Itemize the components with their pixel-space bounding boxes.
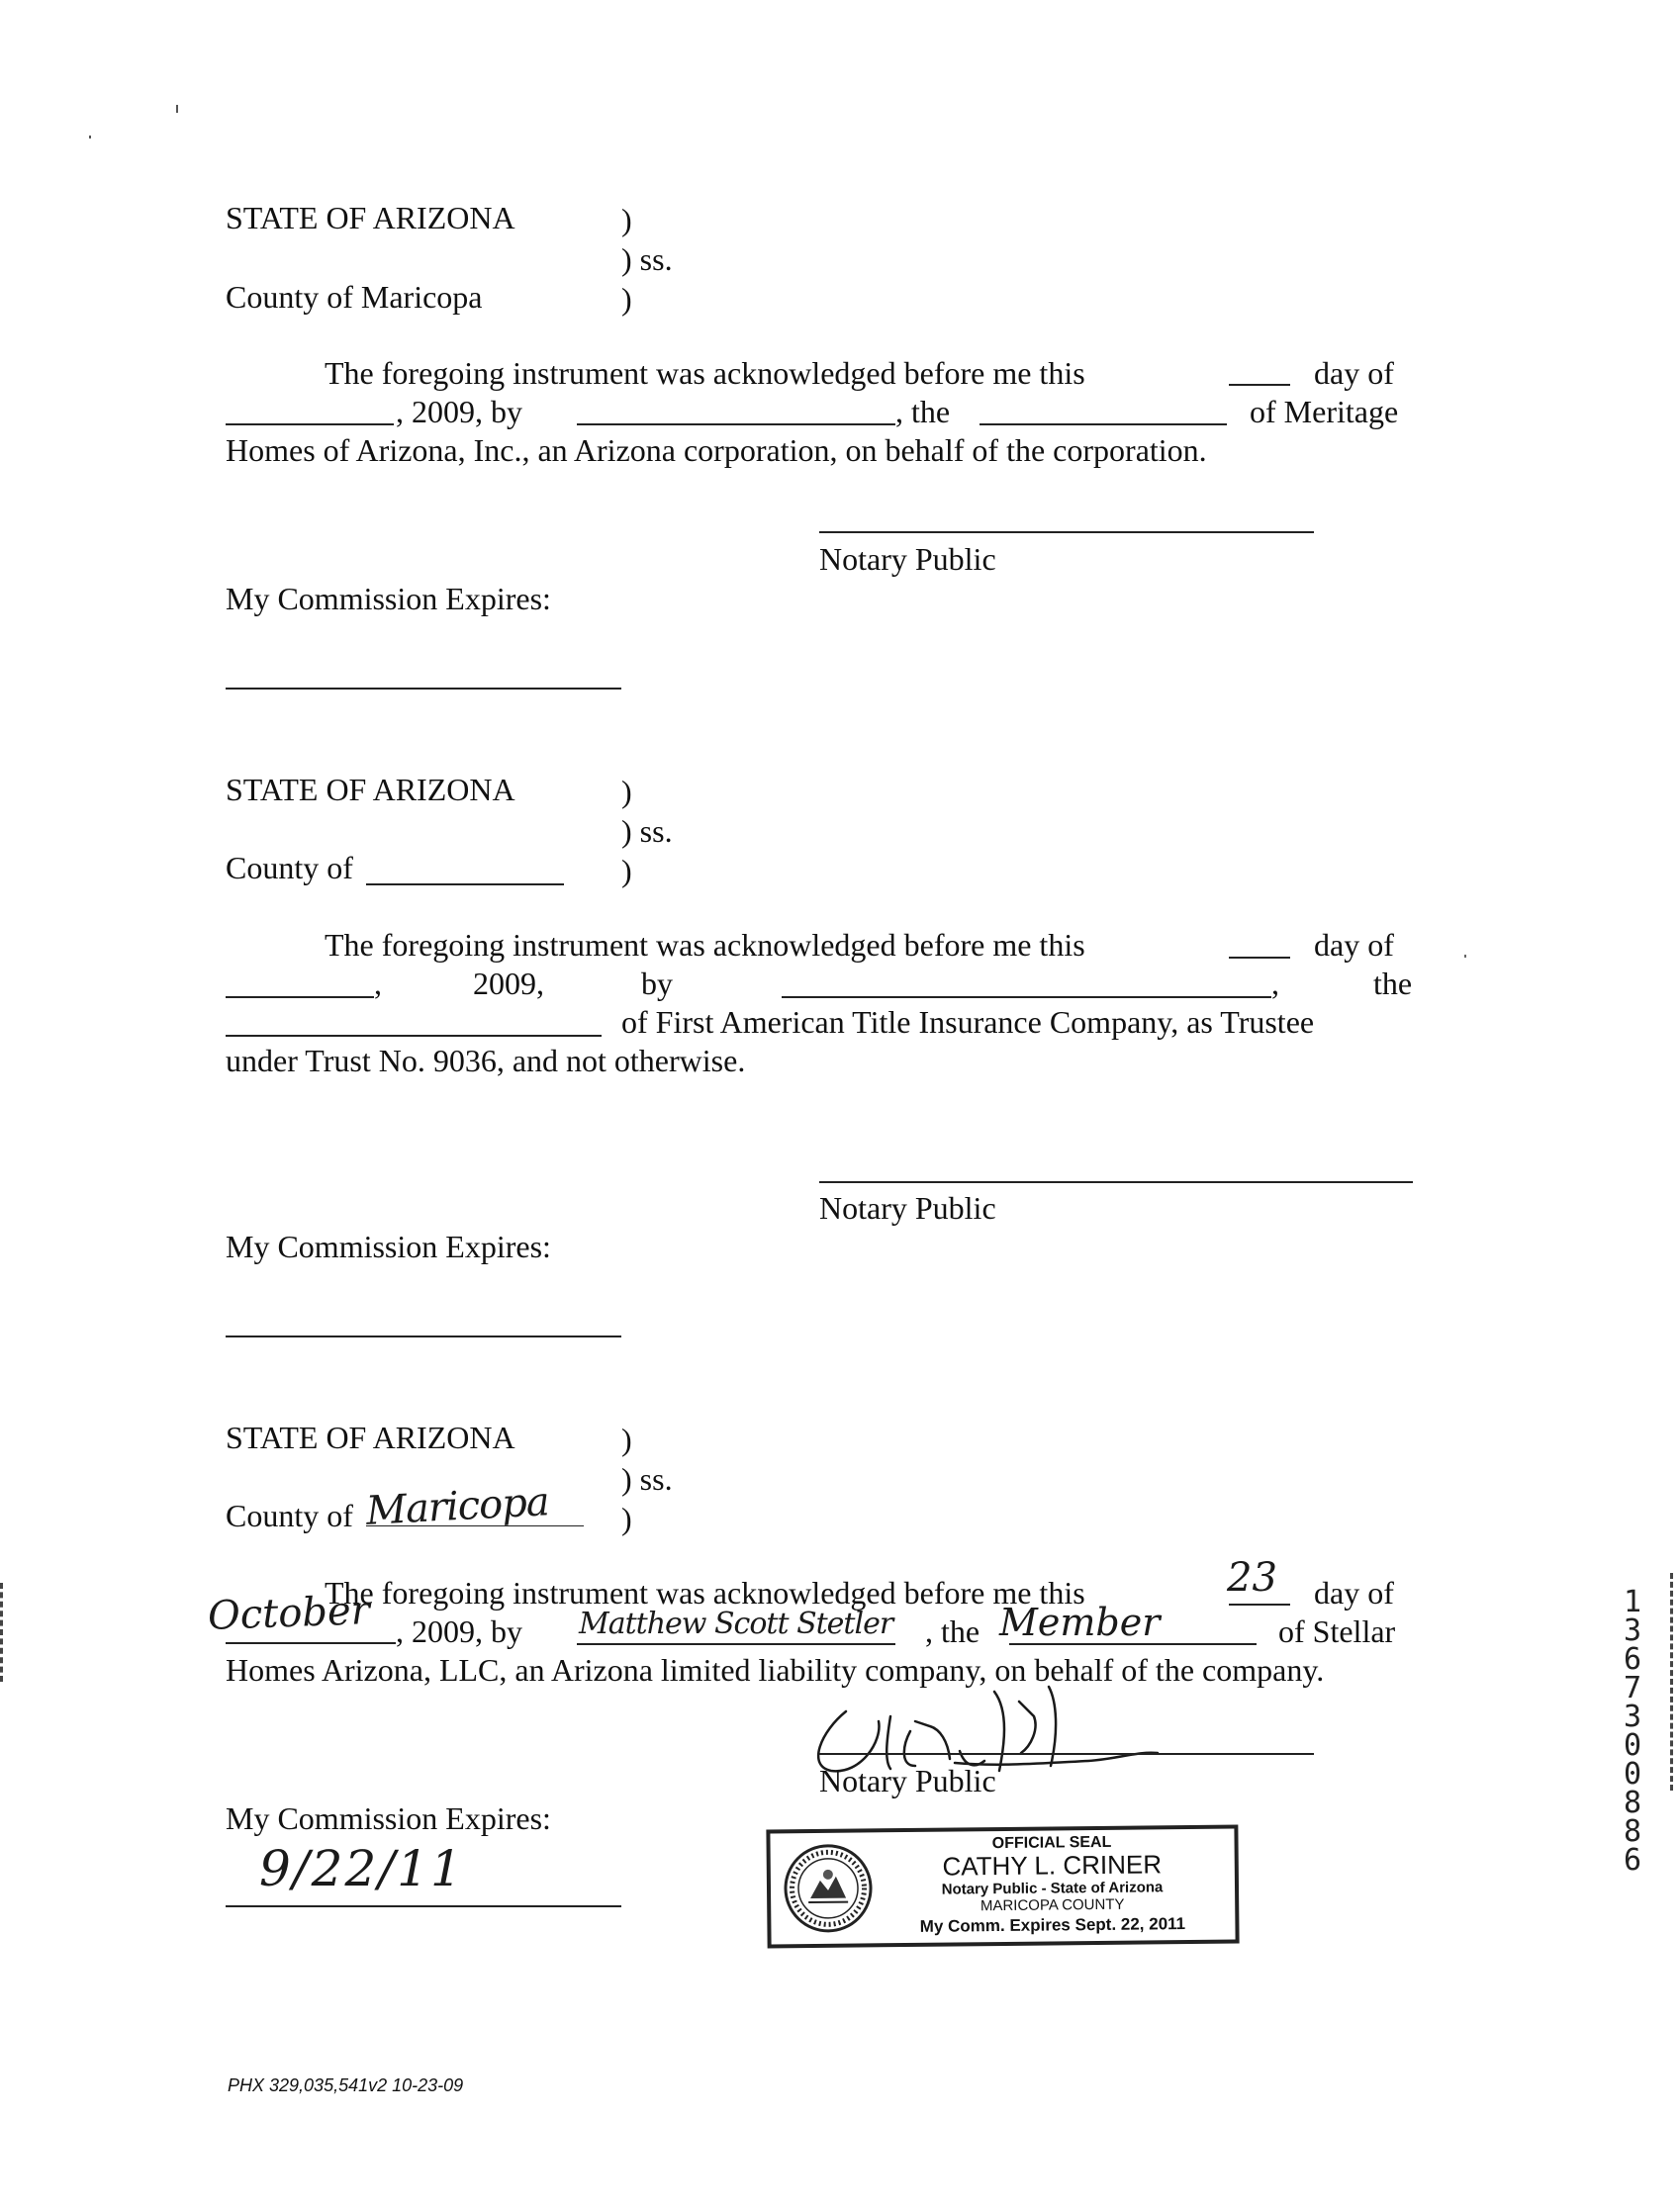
handwritten-day: 23 <box>1227 1555 1277 1601</box>
title-blank <box>1009 1643 1257 1645</box>
acknowledgment-text: the <box>1373 966 1413 1001</box>
commission-date-line <box>226 688 621 690</box>
county-blank <box>366 883 564 885</box>
acknowledgment-text: day of <box>1314 927 1394 963</box>
acknowledgment-text: , <box>374 966 382 1001</box>
county-blank <box>366 1525 584 1526</box>
commission-date-line <box>226 1336 621 1337</box>
acknowledgment-text: The foregoing instrument was acknowledged before me this <box>325 355 1085 391</box>
acknowledgment-text: , 2009, by <box>396 394 522 429</box>
document-footer-id: PHX 329,035,541v2 10-23-09 <box>228 2075 464 2095</box>
seal-county: MARICOPA COUNTY <box>980 1895 1125 1915</box>
acknowledgment-text: day of <box>1314 1575 1394 1611</box>
handwritten-county: Maricopa <box>364 1479 550 1534</box>
acknowledgment-text: of First American Title Insurance Company, as Trustee <box>621 1004 1315 1040</box>
handwritten-expiration: 9/22/11 <box>259 1840 464 1897</box>
acknowledgment-text: Homes of Arizona, Inc., an Arizona corporation, on behalf of the corporation. <box>226 432 1207 468</box>
day-blank <box>1229 1604 1290 1606</box>
state-heading: STATE OF ARIZONA <box>226 772 515 807</box>
month-blank <box>226 1642 396 1644</box>
bracket: ) <box>621 281 632 317</box>
state-heading: STATE OF ARIZONA <box>226 1420 515 1455</box>
notary-public-label: Notary Public <box>819 1763 996 1798</box>
acknowledgment-text: , the <box>925 1613 980 1649</box>
bracket: ) <box>621 1422 632 1457</box>
name-blank <box>577 423 895 425</box>
county-label: County of Maricopa <box>226 279 483 315</box>
ss-label: ) ss. <box>621 813 673 849</box>
county-label: County of <box>226 1498 353 1533</box>
acknowledgment-text: The foregoing instrument was acknowledged before me this <box>325 927 1085 963</box>
scan-edge-mark <box>1464 955 1466 958</box>
acknowledgment-text: day of <box>1314 355 1394 391</box>
handwritten-title: Member <box>999 1601 1161 1644</box>
acknowledgment-text: 2009, <box>473 966 544 1001</box>
ss-label: ) ss. <box>621 1461 673 1497</box>
notary-signature-line <box>819 531 1314 533</box>
acknowledgment-text: The foregoing instrument was acknowledged before me this <box>325 1575 1085 1611</box>
month-blank <box>226 996 374 998</box>
acknowledgment-text: under Trust No. 9036, and not otherwise. <box>226 1043 746 1078</box>
month-blank <box>226 423 394 425</box>
commission-expires-label: My Commission Expires: <box>226 1229 551 1264</box>
scan-speck <box>89 136 91 138</box>
acknowledgment-text: Homes Arizona, LLC, an Arizona limited liability company, on behalf of the company. <box>226 1652 1325 1688</box>
commission-expires-label: My Commission Expires: <box>226 581 551 616</box>
commission-date-line <box>226 1905 621 1907</box>
recording-number-digits: 1367300886 <box>1623 1585 1642 1878</box>
state-heading: STATE OF ARIZONA <box>226 200 515 235</box>
title-blank <box>980 423 1227 425</box>
acknowledgment-text: by <box>641 966 673 1001</box>
ss-label: ) ss. <box>621 241 673 277</box>
notary-signature-line <box>819 1181 1413 1183</box>
bracket: ) <box>621 1501 632 1536</box>
bracket: ) <box>621 202 632 237</box>
scan-edge-mark <box>1670 1573 1676 1791</box>
arizona-state-seal-emblem <box>783 1840 875 1936</box>
title-blank <box>226 1035 602 1037</box>
handwritten-month: October <box>207 1588 371 1639</box>
handwritten-name: Matthew Scott Stetler <box>579 1607 893 1641</box>
notary-signature-line <box>819 1753 1314 1755</box>
seal-title: OFFICIAL SEAL <box>991 1833 1112 1853</box>
recording-number <box>1619 1585 1646 1878</box>
notary-public-label: Notary Public <box>819 1190 996 1226</box>
acknowledgment-text: , <box>1271 966 1279 1001</box>
acknowledgment-text: of Stellar <box>1278 1613 1396 1649</box>
name-blank <box>782 996 1271 998</box>
county-label: County of <box>226 850 353 885</box>
scan-edge-mark <box>0 1583 6 1682</box>
seal-notary-name: CATHY L. CRINER <box>942 1849 1163 1882</box>
official-seal-stamp <box>766 1825 1239 1949</box>
bracket: ) <box>621 774 632 809</box>
seal-line: Notary Public - State of Arizona <box>941 1879 1164 1898</box>
seal-expiration: My Comm. Expires Sept. 22, 2011 <box>919 1914 1186 1936</box>
day-blank <box>1229 957 1290 959</box>
name-blank <box>577 1643 895 1645</box>
scan-speck <box>176 105 178 113</box>
acknowledgment-text: of Meritage <box>1250 394 1399 429</box>
commission-expires-label: My Commission Expires: <box>226 1800 551 1836</box>
bracket: ) <box>621 853 632 888</box>
acknowledgment-text: , 2009, by <box>396 1613 522 1649</box>
acknowledgment-text: , the <box>895 394 951 429</box>
notary-public-label: Notary Public <box>819 541 996 577</box>
day-blank <box>1229 384 1290 386</box>
